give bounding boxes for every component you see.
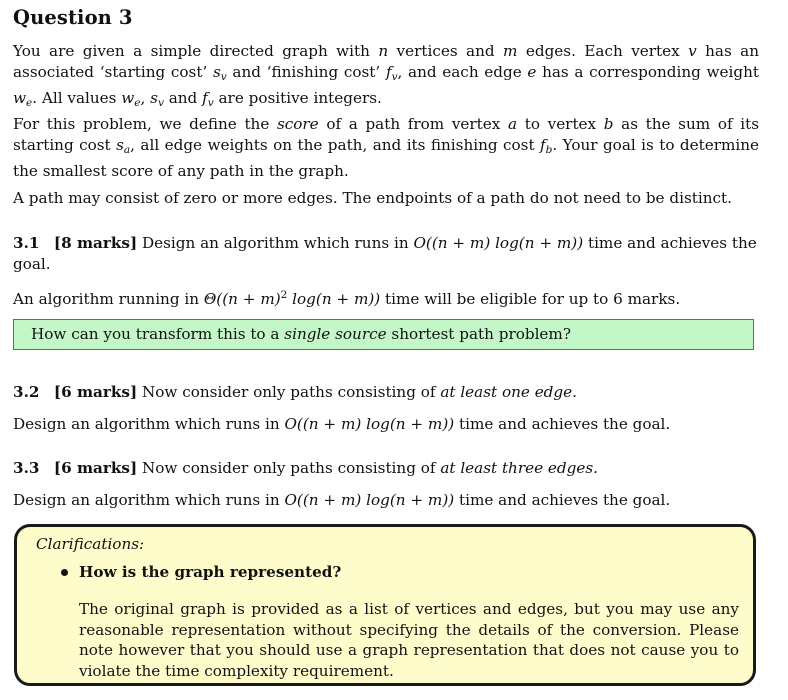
part-3-3-task: Design an algorithm which runs in O((n + m) log(n + m)) time and achieves the goal. (13, 491, 671, 509)
intro-paragraph-1: You are given a simple directed graph with n vertices and m edges. Each vertex v has an associated ‘starting cost’ $s_v$ and ‘finishing cost’ $f_v$, and each edge e has a corresponding weight $w_e$. All values $w_e$, $s_v$ and $f_v$ are positive integers. (13, 42, 759, 109)
intro-paragraph-3: A path may consist of zero or more edges. The endpoints of a path do not need to be distinct. (13, 189, 732, 207)
part-3-2-task: Design an algorithm which runs in O((n + m) log(n + m)) time and achieves the goal. (13, 415, 671, 433)
clarification-question: How is the graph represented? (79, 563, 342, 581)
part-3-1-heading: 3.1 [8 marks] Design an algorithm which runs in O((n + m) log(n + m)) time and achieves the goal. (13, 234, 757, 273)
clarifications-title: Clarifications: (36, 535, 145, 553)
clarifications-box (14, 524, 756, 686)
clarification-answer: The original graph is provided as a list of vertices and edges, but you may use any reasonable representation without specifying the details of the conversion. Please note however that you should use a graph representation that does not cause you to violate the time complexity requirement. (79, 600, 739, 680)
question-title: Question 3 (13, 6, 133, 29)
part-3-3-heading: 3.3 [6 marks] Now consider only paths consisting of at least three edges. (13, 459, 598, 477)
part-3-1-hint-box: How can you transform this to a single source shortest path problem? (13, 319, 754, 350)
intro-paragraph-2: For this problem, we define the score of a path from vertex a to vertex b as the sum of its starting cost $s_a$, all edge weights on the path, and its finishing cost $f_b$. Your goal is to determine the smallest score of any path in the graph. (13, 115, 760, 180)
bullet-icon (61, 569, 68, 576)
part-3-1-note: An algorithm running in $\Theta((n + m)^2$ log(n + m)) time will be eligible for up to 6 marks. (13, 289, 681, 308)
part-3-2-heading: 3.2 [6 marks] Now consider only paths consisting of at least one edge. (13, 383, 577, 401)
